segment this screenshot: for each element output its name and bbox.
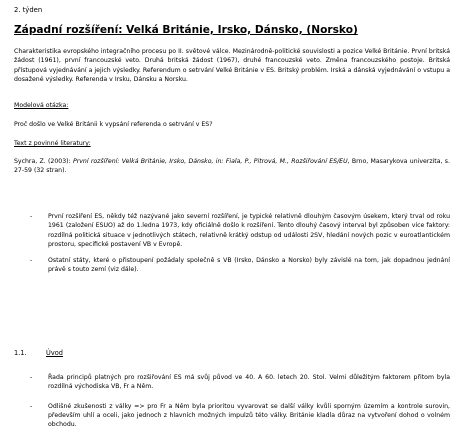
bullet-list-bottom [30, 373, 450, 429]
list-item: - Ostatní státy, které o přistoupení požádaly společně s VB (Irsko, Dánsko a Norsko) byly závislé na tom, jak dopadnou jednání právě s touto zemí (viz dále). [30, 256, 450, 275]
list-item: - První rozšíření ES, někdy též nazývané jako severní rozšíření, je typické relativně dlouhým časovým úsekem, který trval od roku 1961 (založení ESUO) až do 1.ledna 1973, kdy oficiálně došlo k rozšíření. Tento dlouhý časový interval byl způsoben více faktory: rozdílná politická situace v jednotlivých státech, relativně krátký odstup od události 2SV, hledání nových pozic v euroatlantickém prostoru, specifické postavení VB v Evropě. [30, 212, 450, 249]
literature-citation [14, 157, 450, 176]
literature-citation-text: Sychra, Z. (2003): První rozšíření: Velká Británie, Irsko, Dánsko, in: Fiala, P., Pitrová, M., Rozšiřování ES/EU, Brno, Masarykova univerzita, s. 27-59 (32 stran). [14, 158, 450, 175]
intro-paragraph: Charakteristika evropského integračního procesu po II. světové válce. Mezinárodně-politické souvislosti a pozice Velké Británie. První britská žádost (1961), první francouzské veto. Druhá britská žádost (1967), druhé francouzské veto. Změna francouzského postoje. Britská přístupová vyjednávání a jejich výsledky. Referendum o setrvání Velké Británie v ES. Britský problém. Irská a dánská vyjednávání o vstupu a dosažené výsledky. Referenda v Irsku, Dánsku a Norsku. [14, 48, 450, 83]
model-question-heading: Modelová otázka: [14, 102, 69, 109]
model-question-text: Proč došlo ve Velké Británii k vypsání referenda o setrvání v ES? [14, 121, 213, 128]
literature-heading: Text z povinné literatury: [14, 140, 91, 147]
week-label: 2. týden [14, 6, 43, 14]
literature-title: První rozšíření: Velká Británie, Irsko, Dánsko, in: Fiala, P., Pitrová, M., Rozšiřování ES/EU [72, 158, 348, 165]
section-heading [14, 349, 63, 357]
section-name: Úvod [46, 349, 63, 357]
bullet-list-top [30, 212, 450, 275]
list-item: - Odlišné zkušenosti z války => pro Fr a Něm byla prioritou vyvarovat se další války kvůli sporným územím a kontrole surovin, především uhlí a oceli, jako jednoch z hlavních možných impulzů této války. Británie kladla důraz na vytvoření dohod o volném obchodu. [30, 402, 450, 430]
list-item: - Řada principů platných pro rozšiřování ES má svůj původ ve 40. A 60. letech 20. Stol. Velmi důležitým faktorem přitom byla rozdílná východiska VB, Fr a Něm. [30, 373, 450, 392]
page-title: Západní rozšíření: Velká Británie, Irsko, Dánsko, (Norsko) [14, 24, 358, 36]
section-number: 1.1. [14, 349, 27, 357]
